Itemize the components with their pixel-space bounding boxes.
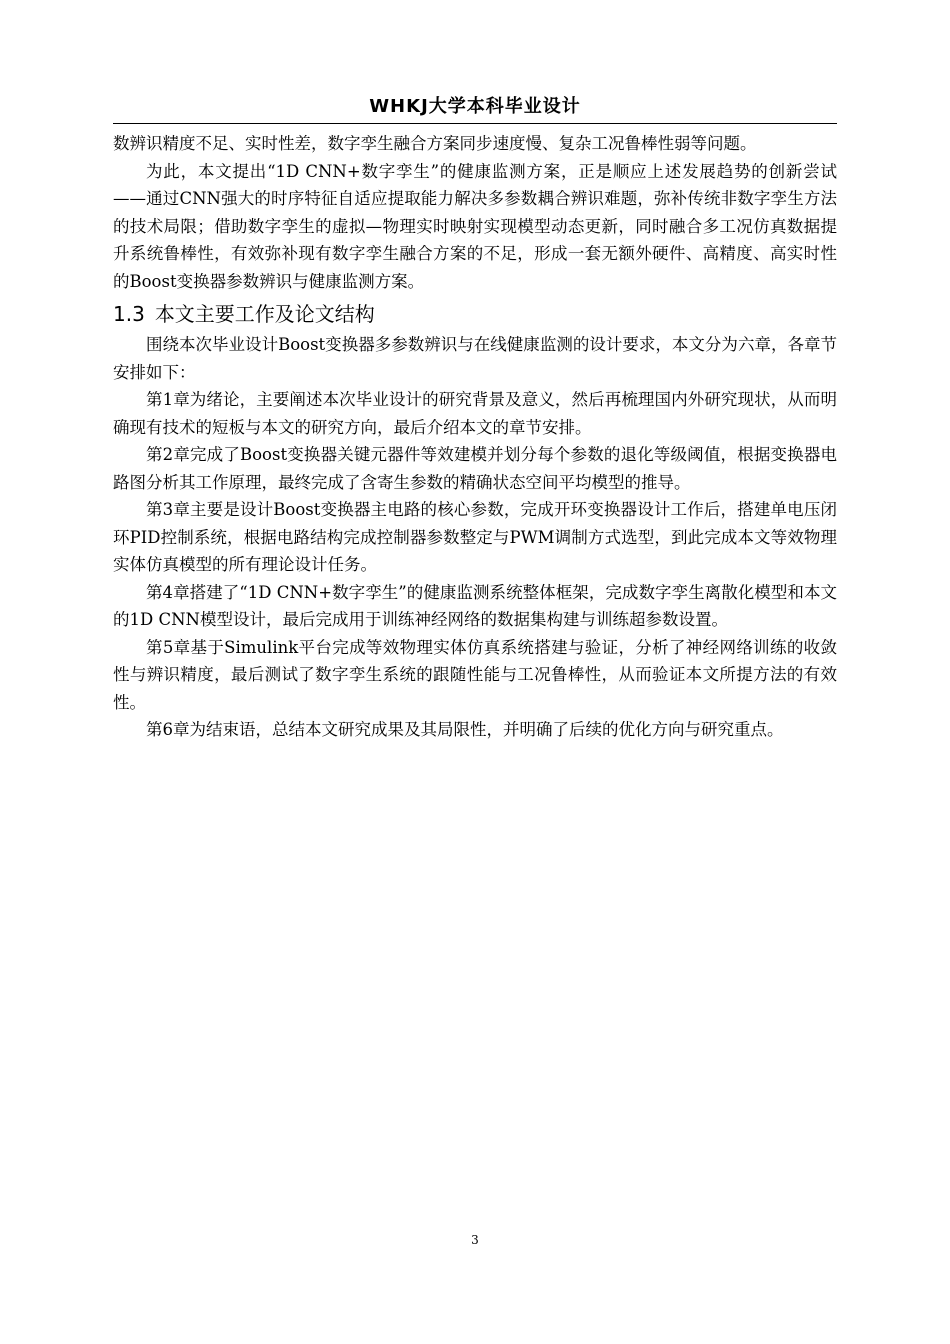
paragraph-chapter-5: 第5章基于Simulink平台完成等效物理实体仿真系统搭建与验证，分析了神经网络训练的收敛性与辨识精度，最后测试了数字孪生系统的跟随性能与工况鲁棒性，从而验证本文所提方法的有效性。 bbox=[113, 637, 837, 712]
section-number: 1.3 bbox=[113, 302, 145, 326]
paragraph-chapter-3: 第3章主要是设计Boost变换器主电路的核心参数，完成开环变换器设计工作后，搭建单电压闭环PID控制系统，根据电路结构完成控制器参数整定与PWM调制方式选型，到此完成本文等效物理实体仿真模型的所有理论设计任务。 bbox=[113, 500, 837, 574]
body-text bbox=[113, 130, 837, 744]
paragraph-structure-intro: 围绕本次毕业设计Boost变换器多参数辨识与在线健康监测的设计要求，本文分为六章，各章节安排如下： bbox=[113, 335, 837, 382]
page-number: 3 bbox=[471, 1233, 479, 1247]
page-header-title: WHKJ大学本科毕业设计 bbox=[369, 96, 581, 117]
section-title: 本文主要工作及论文结构 bbox=[154, 302, 375, 326]
header-divider bbox=[113, 123, 837, 124]
paragraph-chapter-2: 第2章完成了Boost变换器关键元器件等效建模并划分每个参数的退化等级阈值，根据变换器电路图分析其工作原理，最终完成了含寄生参数的精确状态空间平均模型的推导。 bbox=[113, 445, 837, 492]
paragraph-chapter-4: 第4章搭建了“1D CNN+数字孪生”的健康监测系统整体框架，完成数字孪生离散化模型和本文的1D CNN模型设计，最后完成用于训练神经网络的数据集构建与训练超参数设置。 bbox=[113, 582, 837, 629]
paragraph-continued: 数辨识精度不足、实时性差，数字孪生融合方案同步速度慢、复杂工况鲁棒性弱等问题。 bbox=[113, 134, 757, 153]
paragraph-chapter-6: 第6章为结束语，总结本文研究成果及其局限性，并明确了后续的优化方向与研究重点。 bbox=[146, 720, 784, 739]
paragraph-chapter-1: 第1章为绪论，主要阐述本次毕业设计的研究背景及意义，然后再梳理国内外研究现状，从而明确现有技术的短板与本文的研究方向，最后介绍本文的章节安排。 bbox=[113, 390, 837, 437]
section-heading bbox=[113, 299, 837, 329]
paragraph-proposal: 为此，本文提出“1D CNN+数字孪生”的健康监测方案，正是顺应上述发展趋势的创新尝试——通过CNN强大的时序特征自适应提取能力解决多参数耦合辨识难题，弥补传统非数字孪生方法的技术局限；借助数字孪生的虚拟—物理实时映射实现模型动态更新，同时融合多工况仿真数据提升系统鲁棒性，有效弥补现有数字孪生融合方案的不足，形成一套无额外硬件、高精度、高实时性的Boost变换器参数辨识与健康监测方案。 bbox=[113, 161, 837, 291]
